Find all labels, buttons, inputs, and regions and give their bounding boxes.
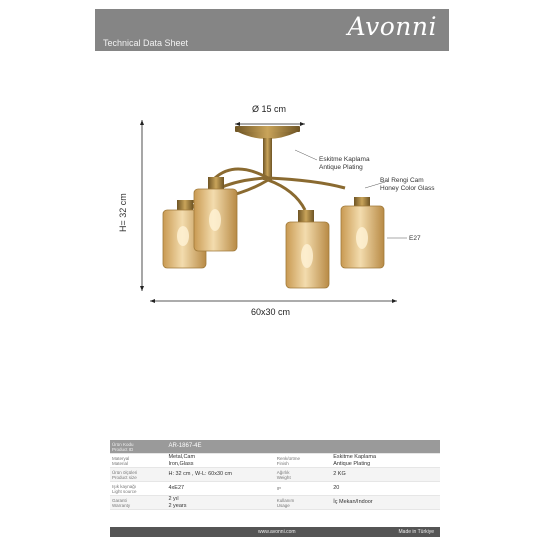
product-id-value: AR-1867-4E — [168, 443, 202, 450]
spec-label — [110, 454, 166, 468]
footer-made-in: Made in Türkiye — [398, 529, 434, 535]
product-id-label-tr: Ürün Kodu — [112, 441, 134, 447]
ceiling-canopy — [235, 126, 300, 180]
header-bar — [95, 9, 449, 51]
spec-label — [275, 482, 331, 496]
spec-label-en: Material — [112, 460, 129, 466]
finish-leader — [295, 150, 317, 160]
spec-value — [331, 454, 440, 468]
height-label: H= 32 cm — [118, 193, 128, 232]
spec-value — [166, 468, 274, 482]
spec-value-1: Eskitme Kaplama — [333, 454, 376, 460]
overall-size-label: 60x30 cm — [251, 307, 291, 317]
spec-value — [331, 468, 440, 482]
spec-value-1: 2 KG — [333, 471, 346, 478]
spec-label-tr: IP — [276, 486, 282, 491]
specs-row — [110, 454, 440, 468]
spec-value-1: Metal,Cam — [168, 454, 196, 460]
spec-label-tr: Ürün ölçüleri — [112, 469, 138, 475]
spec-value-2: Antique Plating — [333, 460, 371, 467]
spec-value-2: 2 years — [168, 502, 187, 509]
socket-annotation: E27 — [409, 235, 421, 242]
spec-value-2: Iron,Glass — [168, 460, 194, 467]
spec-label-en: Weight — [276, 474, 291, 480]
specs-table — [110, 440, 440, 510]
product-id-label — [110, 440, 166, 454]
spec-value — [166, 454, 274, 468]
glass-annotation-en: Honey Color Glass — [380, 185, 435, 192]
finish-annotation — [319, 156, 370, 172]
spec-label-en: Product size — [112, 474, 137, 480]
spec-label — [275, 454, 331, 468]
spec-label-en: Warranty — [112, 502, 131, 508]
spec-value-1: 4xE27 — [168, 485, 185, 492]
diameter-label: Ø 15 cm — [252, 104, 287, 114]
specs-header-row — [110, 440, 440, 454]
footer-bar — [110, 527, 440, 537]
product-drawing — [95, 60, 449, 440]
spec-label-tr: Renk/ürtme — [276, 455, 301, 461]
glass-shade — [194, 177, 237, 251]
spec-label-en: Light source — [112, 488, 137, 494]
glass-annotation-tr: Bal Rengi Cam — [380, 177, 424, 184]
spec-label — [275, 468, 331, 482]
footer-url[interactable]: www.avonni.com — [258, 529, 296, 535]
spec-label-en: Usage — [276, 502, 290, 508]
brand-logo: Avonni — [347, 12, 437, 41]
spec-label-en: Finish — [276, 460, 289, 466]
spec-label-tr: Materyal — [112, 455, 130, 461]
spec-label-tr: Ağırlık — [276, 469, 290, 475]
spec-label — [110, 468, 166, 482]
product-id-label-en: Product ID — [112, 446, 134, 452]
spec-label — [110, 482, 166, 496]
spec-value — [166, 496, 274, 510]
spec-value-1: 20 — [333, 485, 340, 492]
specs-row — [110, 496, 440, 510]
finish-annotation-tr: Eskitme Kaplama — [319, 156, 370, 163]
spec-value — [331, 496, 440, 510]
spec-value-1: H: 32 cm , W-L: 60x30 cm — [168, 471, 232, 478]
spec-label-tr: Kullanım — [276, 497, 295, 503]
spec-value-1: İç Mekan/Indoor — [333, 499, 373, 506]
specs-row — [110, 482, 440, 496]
spec-label-tr: Garanti — [112, 497, 127, 503]
page-title: Technical Data Sheet — [103, 38, 189, 48]
spec-label-tr: Işık kaynağı — [112, 483, 137, 489]
finish-annotation-en: Antique Plating — [319, 164, 363, 171]
spec-value — [166, 482, 274, 496]
glass-shade — [341, 197, 384, 268]
spec-value — [331, 482, 440, 496]
spec-label — [110, 496, 166, 510]
glass-annotation — [380, 177, 435, 193]
specs-row — [110, 468, 440, 482]
spec-label — [275, 496, 331, 510]
spec-value-1: 2 yıl — [168, 496, 179, 502]
glass-shade — [286, 210, 329, 288]
